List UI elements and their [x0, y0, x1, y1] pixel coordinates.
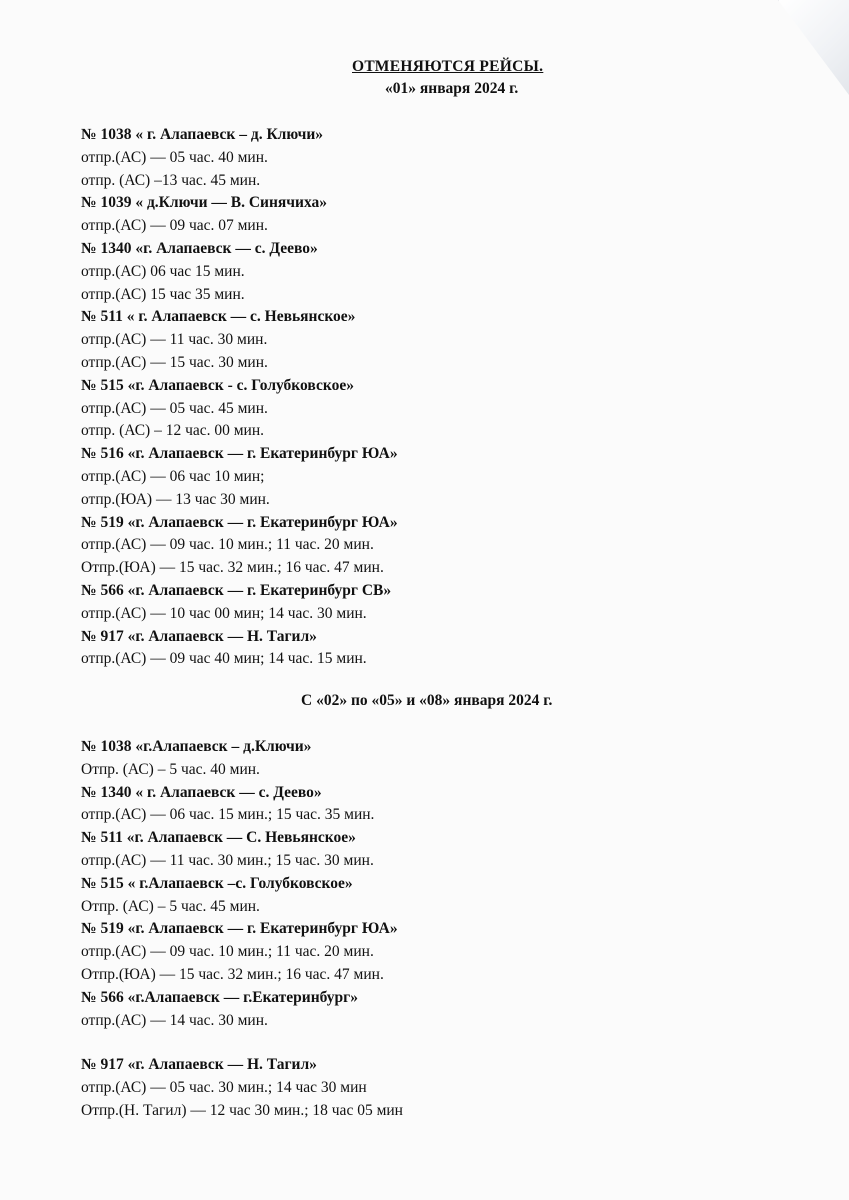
route-title: № 1340 « г. Алапаевск — с. Деево»: [81, 783, 322, 801]
route-title: № 566 «г. Алапаевск — г. Екатеринбург СВ»: [81, 581, 392, 599]
departure-time: Отпр. (АС) – 5 час. 45 мин.: [81, 897, 260, 915]
departure-time: Отпр. (АС) – 5 час. 40 мин.: [81, 760, 260, 778]
route-title: № 1038 « г. Алапаевск – д. Ключи»: [81, 126, 324, 143]
page-corner-fold: [778, 0, 849, 95]
cancelled-routes-jan-02-08: [81, 736, 403, 1123]
route-title: № 566 «г.Алапаевск — г.Екатеринбург»: [81, 988, 358, 1006]
departure-time: отпр.(АС) — 15 час. 30 мин.: [81, 353, 268, 371]
route-title: № 519 «г. Алапаевск — г. Екатеринбург ЮА»: [81, 920, 398, 938]
route-title: № 917 «г. Алапаевск — Н. Тагил»: [81, 1056, 317, 1074]
spacer: [81, 1032, 403, 1054]
document-title: ОТМЕНЯЮТСЯ РЕЙСЫ.: [352, 58, 544, 75]
route-title: № 917 «г. Алапаевск — Н. Тагил»: [81, 627, 317, 645]
departure-time: Отпр.(ЮА) — 15 час. 32 мин.; 16 час. 47 мин.: [81, 559, 384, 577]
route-title: № 1039 « д.Ключи — В. Синячиха»: [81, 194, 328, 212]
departure-time: отпр.(АС) — 05 час. 30 мин.; 14 час 30 мин: [81, 1079, 367, 1097]
departure-time: отпр.(АС) — 10 час 00 мин; 14 час. 30 мин.: [81, 604, 367, 622]
route-title: № 1340 «г. Алапаевск — с. Деево»: [81, 239, 318, 257]
departure-time: отпр. (АС) – 12 час. 00 мин.: [81, 422, 265, 440]
departure-time: отпр.(АС) — 11 час. 30 мин.; 15 час. 30 мин.: [81, 851, 374, 869]
departure-time: отпр.(ЮА) — 13 час 30 мин.: [81, 490, 270, 508]
departure-time: Отпр.(Н. Тагил) — 12 час 30 мин.; 18 час 05 мин: [81, 1101, 403, 1119]
route-title: № 519 «г. Алапаевск — г. Екатеринбург ЮА»: [81, 513, 398, 531]
departure-time: отпр.(АС) — 09 час. 07 мин.: [81, 217, 268, 235]
departure-time: отпр.(АС) 15 час 35 мин.: [81, 285, 245, 303]
departure-time: отпр.(АС) — 14 час. 30 мин.: [81, 1011, 268, 1029]
cancelled-routes-jan-01: [81, 124, 398, 671]
route-title: № 1038 «г.Алапаевск – д.Ключи»: [81, 738, 312, 755]
route-title: № 511 « г. Алапаевск — с. Невьянское»: [81, 308, 356, 326]
departure-time: отпр.(АС) — 09 час. 10 мин.; 11 час. 20 мин.: [81, 536, 374, 554]
departure-time: отпр.(АС) — 05 час. 45 мин.: [81, 399, 268, 417]
departure-time: Отпр.(ЮА) — 15 час. 32 мин.; 16 час. 47 мин.: [81, 965, 384, 983]
departure-time: отпр.(АС) — 06 час. 15 мин.; 15 час. 35 мин.: [81, 806, 375, 824]
route-title: № 516 «г. Алапаевск — г. Екатеринбург ЮА»: [81, 445, 398, 463]
route-title: № 515 «г. Алапаевск - с. Голубковское»: [81, 376, 354, 394]
departure-time: отпр.(АС) — 09 час. 10 мин.; 11 час. 20 мин.: [81, 943, 374, 961]
route-title: № 511 «г. Алапаевск — С. Невьянское»: [81, 829, 356, 847]
document-date: «01» января 2024 г.: [385, 80, 519, 97]
departure-time: отпр. (АС) –13 час. 45 мин.: [81, 171, 261, 189]
departure-time: отпр.(АС) — 09 час 40 мин; 14 час. 15 мин.: [81, 650, 367, 668]
departure-time: отпр.(АС) — 05 час. 40 мин.: [81, 148, 268, 166]
route-title: № 515 « г.Алапаевск –с. Голубковское»: [81, 874, 353, 892]
section-heading-jan-02-05-08: С «02» по «05» и «08» января 2024 г.: [301, 692, 553, 709]
departure-time: отпр.(АС) 06 час 15 мин.: [81, 262, 245, 280]
departure-time: отпр.(АС) — 06 час 10 мин;: [81, 467, 265, 485]
departure-time: отпр.(АС) — 11 час. 30 мин.: [81, 331, 268, 349]
